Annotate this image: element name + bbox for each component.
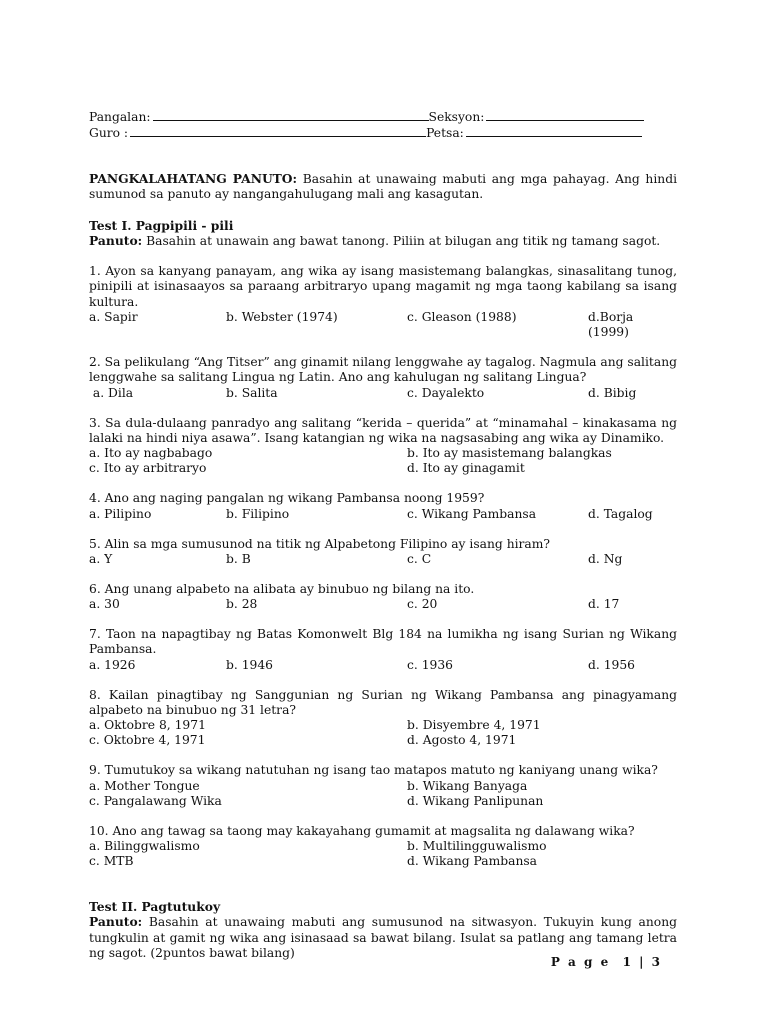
question-text: 8. Kailan pinagtibay ng Sanggunian ng Surian ng Wikang Pambansa ang pinagyamang alpabeto na binubuo ng 31 letra?	[89, 687, 677, 718]
general-instructions	[89, 171, 677, 203]
question-5	[89, 537, 677, 567]
date-blank[interactable]	[466, 125, 642, 137]
choice-c[interactable]: c. Dayalekto	[407, 385, 485, 400]
choice-d[interactable]: d. 17	[588, 597, 620, 612]
choice-a[interactable]: a. Mother Tongue	[89, 778, 200, 793]
choice-c[interactable]: c. C	[407, 551, 432, 566]
question-3	[89, 416, 677, 477]
choice-c[interactable]: c. MTB	[89, 853, 134, 868]
instructions-title: PANGKALAHATANG PANUTO:	[89, 171, 298, 186]
question-1	[89, 264, 677, 340]
choice-b[interactable]: b. 28	[226, 597, 258, 612]
choice-b[interactable]: b. Salita	[226, 385, 278, 400]
question-10	[89, 824, 677, 869]
choice-a[interactable]: a. 30	[89, 597, 120, 612]
section-label: Seksyon:	[428, 110, 485, 124]
choice-a[interactable]: a. Pilipino	[89, 506, 152, 521]
question-text: 2. Sa pelikulang “Ang Titser” ang ginamit nilang lenggwahe ay tagalog. Nagmula ang salitang lenggwahe sa salitang Lingua ng Latin. Ano ang kahulugan ng salitang Lingua?	[89, 355, 677, 385]
teacher-blank[interactable]	[130, 125, 426, 137]
choice-b[interactable]: b. Filipino	[226, 506, 290, 521]
choice-c[interactable]: c. Wikang Pambansa	[407, 506, 537, 521]
choice-a[interactable]: a. 1926	[89, 657, 136, 672]
choice-d[interactable]: d. Ng	[588, 551, 623, 566]
question-8	[89, 688, 677, 749]
exam-page	[89, 109, 677, 961]
section-blank[interactable]	[486, 109, 644, 121]
test2-directions-label: Panuto:	[89, 914, 143, 930]
name-blank[interactable]	[153, 109, 429, 121]
question-text: 5. Alin sa mga sumusunod na titik ng Alpabetong Filipino ay isang hiram?	[89, 536, 551, 551]
choice-b[interactable]: b. Multilingguwalismo	[407, 838, 547, 853]
test1-directions	[89, 233, 677, 249]
test2-title: Test II. Pagtutukoy	[89, 898, 221, 914]
choice-b[interactable]: b. Webster (1974)	[226, 310, 338, 325]
question-7	[89, 627, 677, 673]
choice-a[interactable]: a. Dila	[89, 385, 134, 400]
choice-a[interactable]: a. Bilinggwalismo	[89, 838, 200, 853]
choice-d[interactable]: d.Borja (1999)	[588, 310, 634, 340]
choice-d[interactable]: d. Ito ay ginagamit	[407, 461, 525, 476]
choice-c[interactable]: c. 20	[407, 597, 438, 612]
choice-b[interactable]: b. Disyembre 4, 1971	[407, 718, 541, 733]
choice-d[interactable]: d. Agosto 4, 1971	[407, 733, 517, 748]
choice-c[interactable]: c. Pangalawang Wika	[89, 793, 222, 808]
name-section-row	[89, 109, 677, 125]
choice-d[interactable]: d. Tagalog	[588, 506, 653, 521]
question-9	[89, 763, 677, 808]
test1-directions-text: Basahin at unawain ang bawat tanong. Piliin at bilugan ang titik ng tamang sagot.	[146, 233, 661, 248]
question-text: 7. Taon na napagtibay ng Batas Komonwelt Blg 184 na lumikha ng isang Surian ng Wikang Pambansa.	[89, 627, 677, 657]
choice-a[interactable]: a. Sapir	[89, 310, 138, 325]
choice-b[interactable]: b. Ito ay masistemang balangkas	[407, 446, 612, 461]
teacher-label: Guro :	[89, 126, 129, 140]
instructions-text: Basahin at unawaing mabuti ang mga pahayag. Ang hindi sumunod sa panuto ay nangangahulugang mali ang kasagutan.	[89, 172, 678, 202]
choice-c[interactable]: c. Gleason (1988)	[407, 310, 517, 325]
choice-d[interactable]: d. 1956	[588, 657, 635, 672]
name-label: Pangalan:	[89, 110, 151, 124]
test1-directions-label: Panuto:	[89, 232, 143, 248]
question-6	[89, 582, 677, 612]
choice-b[interactable]: b. 1946	[226, 657, 273, 672]
choice-d[interactable]: d. Wikang Pambansa	[407, 853, 538, 868]
question-text: 1. Ayon sa kanyang panayam, ang wika ay isang masistemang balangkas, sinasalitang tunog, pinipili at isinasaayos sa paraang arbitraryo upang magamit ng mga taong kabilang sa isang kultura.	[89, 264, 677, 309]
choice-c[interactable]: c. 1936	[407, 657, 453, 672]
choice-a[interactable]: a. Y	[89, 551, 113, 566]
question-text: 10. Ano ang tawag sa taong may kakayahang gumamit at magsalita ng dalawang wika?	[89, 823, 635, 838]
choice-c[interactable]: c. Ito ay arbitraryo	[89, 461, 207, 476]
choice-d[interactable]: d. Bibig	[588, 385, 637, 400]
choice-b[interactable]: b. Wikang Banyaga	[407, 778, 528, 793]
question-2	[89, 355, 677, 401]
question-text: 6. Ang unang alpabeto na alibata ay binubuo ng bilang na ito.	[89, 581, 475, 596]
question-text: 4. Ano ang naging pangalan ng wikang Pambansa noong 1959?	[89, 491, 485, 506]
choice-a[interactable]: a. Ito ay nagbabago	[89, 446, 213, 461]
teacher-date-row	[89, 125, 677, 141]
question-text: 3. Sa dula-dulaang panradyo ang salitang “kerida – querida” at “minamahal – kinakasama ng lalaki na hindi niya asawa”. Isang katangian ng wika na nagsasabing ang wika ay Dinamiko.	[89, 415, 677, 445]
test1-title: Test I. Pagpipili - pili	[89, 217, 234, 233]
page-number: P a g e 1 | 3	[550, 955, 662, 969]
question-4	[89, 491, 677, 521]
choice-b[interactable]: b. B	[226, 551, 251, 566]
date-label: Petsa:	[426, 126, 464, 140]
choice-c[interactable]: c. Oktobre 4, 1971	[89, 733, 206, 748]
choice-a[interactable]: a. Oktobre 8, 1971	[89, 718, 206, 733]
question-text: 9. Tumutukoy sa wikang natutuhan ng isang tao matapos matuto ng kaniyang unang wika?	[89, 763, 658, 778]
test2-directions-text: Basahin at unawaing mabuti ang sumusunod na sitwasyon. Tukuyin kung anong tungkulin at gamit ng wika ang isinasaad sa bawat bilang. Isulat sa patlang ang tamang letra ng sagot. (2puntos bawat bilang)	[89, 915, 677, 960]
choice-d[interactable]: d. Wikang Panlipunan	[407, 793, 544, 808]
